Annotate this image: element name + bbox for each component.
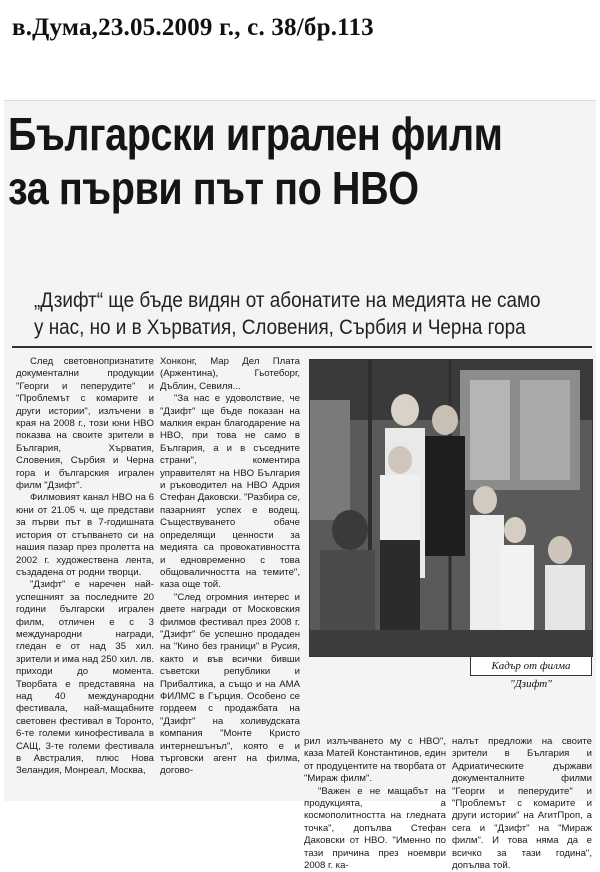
subheadline-line: „Дзифт“ ще бъде видян от абонатите на медията не само bbox=[34, 289, 541, 312]
paragraph: "Дзифт" е наречен най-успешният за последните 20 години български игрален филм, отличен е с 3 международни награди, гледан е от над 35 хил. зрители и има над 250 хил. лв. приходи до момента. Творбата е представяна на над 40 международни фестивала, най-мащабните световен фестивал в Торонто, 6-те големи кинофестивала в САЩ, 3-те големи фестивала в Австралия, плюс Нова Зеландия, Монреал, Москва, bbox=[16, 579, 155, 777]
headline bbox=[8, 107, 510, 215]
paragraph: Хонконг, Мар Дел Плата (Аржентина), Гьотеборг, Дъблин, Севиля... bbox=[160, 356, 300, 392]
source-line: в.Дума,23.05.2009 г., с. 38/бр.113 bbox=[12, 14, 374, 41]
subheadline bbox=[34, 287, 541, 341]
article-column-3 bbox=[304, 736, 446, 872]
headline-line: за първи път по HBO bbox=[8, 162, 419, 214]
article-photo bbox=[309, 359, 593, 657]
paragraph: рил излъчването му с HBO", каза Матей Константинов, един от продуцентите на творбата от "Мираж филм". bbox=[304, 736, 446, 785]
article-column-2 bbox=[160, 356, 300, 776]
paragraph: налът предложи на своите зрители в България и Адриатическите държави документалните филми "Георги и пеперудите" и "Проблемът с комарите и други истории" на АгитПроп, а сега и "Дзифт" на "Мираж филм". И това няма да е всичко за тази година", допълва той. bbox=[452, 736, 592, 872]
headline-line: Български игрален филм bbox=[8, 108, 503, 160]
newspaper-clipping bbox=[4, 100, 596, 872]
paragraph: "След огромния интерес и двете награди от Московския филмов фестивал през 2008 г. "Дзифт" бе успешно продаден на "Кино без граници" в Русия, както и във всички бивши съветски републики и Прибалтика, а също и на АМА ФИЛМС в Гърция. Особено се гордеем с продажбата на "Дзифт" на холивудската компания "Монте Кристо интернешънъл", която е и търговски агент на филма, догово- bbox=[160, 591, 300, 777]
tram-interior-photo bbox=[310, 360, 592, 656]
paragraph: След световнопризнатите документални продукции "Георги и пеперудите" и "Проблемът с комарите и други истории", излъчени в края на 2008 г., този юни HBO показва на своите зрители в България, Хърватия, Словения, Сърбия и Черна гора и българския игрален филм "Дзифт". bbox=[16, 356, 154, 492]
article-column-4 bbox=[452, 736, 592, 872]
paragraph: "За нас е удоволствие, че "Дзифт" ще бъде показан на малкия екран благодарение на HBO, при това не само в България, а и в съседните страни", коментира управителят на HBO България и ръководител на HBO Адрия Стефан Даковски. "Разбира се, пазарният успех е водещ. Съществуването обаче определящи ценности за медията са провокативността и едновременно с това общоваличността на темите", каза още той. bbox=[160, 393, 300, 591]
paragraph: Филмовият канал HBO на 6 юни от 21.05 ч. ще представи за първи път в 7-годишната история от стъпването си на нашия пазар през пролетта на 2002 г. художествена лента, създадена от родни творци. bbox=[16, 492, 154, 578]
divider bbox=[12, 346, 592, 348]
photo-caption: Кадър от филма "Дзифт" bbox=[470, 656, 592, 676]
subheadline-line: у нас, но и в Хърватия, Словения, Сърбия и Черна гора bbox=[34, 316, 526, 339]
paragraph: "Важен е не мащабът на продукцията, а космополитността на гледната точка", допълва Стефан Даковски от HBO. "Именно по тази причина през ноември 2008 г. ка- bbox=[304, 785, 446, 872]
article-column-1 bbox=[16, 356, 154, 801]
